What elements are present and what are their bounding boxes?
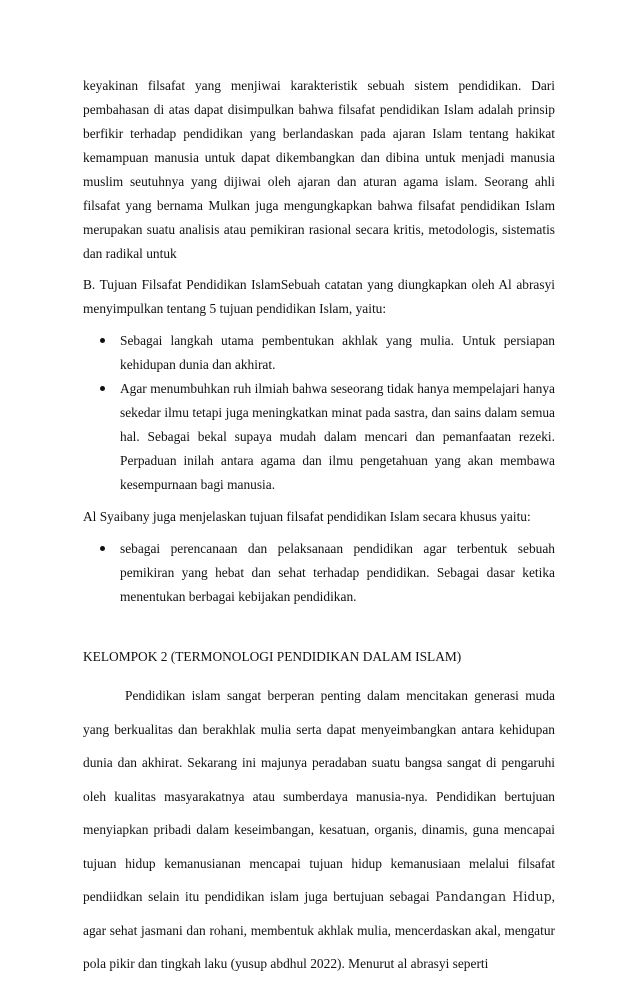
section-b-paragraph: B. Tujuan Filsafat Pendidikan IslamSebuah catatan yang diungkapkan oleh Al abrasyi menyimpulkan tentang 5 tujuan pendidikan Islam, yaitu: — [83, 277, 555, 316]
list-item — [120, 329, 555, 377]
body-paragraph — [83, 679, 555, 981]
tujuan-list — [83, 329, 555, 497]
list-item-text: Agar menumbuhkan ruh ilmiah bahwa seseorang tidak hanya mempelajari hanya sekedar ilmu tetapi juga meningkatkan minat pada sastra, dan sains dalam semua hal. Sebagai bekal supaya mudah dalam mencari dan pemanfaatan rezeki. Perpaduan inilah antara agama dan ilmu pengetahuan yang akan membawa kesempurnaan bagi manusia. — [120, 381, 555, 492]
list-item — [120, 537, 555, 609]
bullet-icon — [100, 338, 105, 343]
bullet-icon — [100, 546, 105, 551]
list-item — [120, 377, 555, 497]
body-text-highlight: Pandangan Hidup — [435, 889, 552, 904]
list-item-text: sebagai perencanaan dan pelaksanaan pendidikan agar terbentuk sebuah pemikiran yang hebat dan sehat terhadap pendidikan. Sebagai dasar ketika menentukan berbagai kebijakan pendidikan. — [120, 541, 555, 604]
paragraph-filsafat-conclusion: keyakinan filsafat yang menjiwai karakteristik sebuah sistem pendidikan. Dari pembahasan di atas dapat disimpulkan bahwa filsafat pendidikan Islam adalah prinsip berfikir terhadap pendidikan yang berlandaskan pada ajaran Islam tentang hakikat kemampuan manusia untuk dapat dikembangkan dan dibina untuk menjadi manusia muslim seutuhnya yang dijiwai oleh ajaran dan aturan agama islam. Seorang ahli filsafat yang bernama Mulkan juga mengungkapkan bahwa filsafat pendidikan Islam merupakan suatu analisis atau pemikiran rasional secara kritis, metodologis, sistematis dan radikal untuk — [83, 78, 555, 261]
tujuan-khusus-list — [83, 537, 555, 609]
body-text-end: , agar sehat jasmani dan rohani, membentuk akhlak mulia, mencerdaskan akal, mengatur pola pikir dan tingkah laku (yusup abdhul 2022). Menurut al abrasyi seperti — [83, 889, 555, 971]
section-heading: KELOMPOK 2 (TERMONOLOGI PENDIDIKAN DALAM ISLAM) — [83, 649, 462, 664]
body-text-start: Pendidikan islam sangat berperan penting dalam mencitakan generasi muda yang berkualitas dan berakhlak mulia serta dapat menyeimbangkan antara kehidupan dunia dan akhirat. Sekarang ini majunya peradaban suatu bangsa sangat di pengaruhi oleh kualitas masyarakatnya atau sumberdaya manusia-nya. Pendidikan bertujuan menyiapkan pribadi dalam keseimbangan, kesatuan, organis, dinamis, guna mencapai tujuan hidup kemanusianan mencapai tujuan hidup kemanusiaan melalui filsafat pendiidkan selain itu pendidikan islam juga bertujuan sebagai — [83, 688, 555, 904]
list-item-text: Sebagai langkah utama pembentukan akhlak yang mulia. Untuk persiapan kehidupan dunia dan akhirat. — [120, 333, 555, 372]
syaibany-paragraph: Al Syaibany juga menjelaskan tujuan filsafat pendidikan Islam secara khusus yaitu: — [83, 509, 531, 524]
bullet-icon — [100, 386, 105, 391]
